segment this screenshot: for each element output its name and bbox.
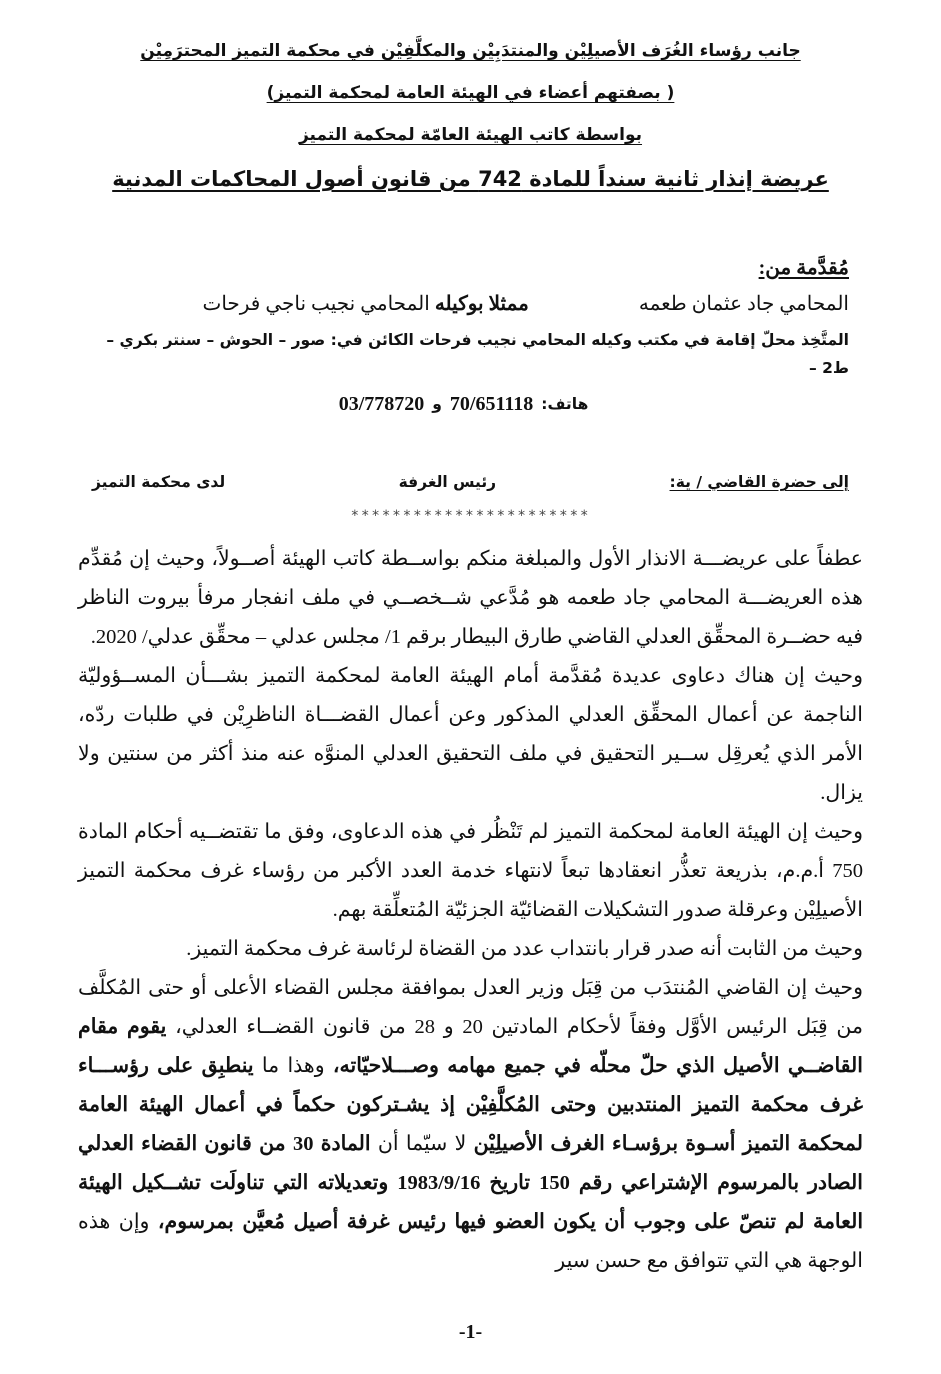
paragraph-3: وحيث إن الهيئة العامة لمحكمة التميز لم تَنْظُر في هذه الدعاوى، وفق ما تقتضــيه أحكام المادة 750 أ.م.م، بذريعة تعذُّر انعقادها تبعاً لانتهاء خدمة العدد الأكبر من رؤساء غرف محكمة التميز الأصيلِيْن وعرقلة صدور التشكيلات القضائيّة الجزئيّة المُتعلِّقة بهم. [78,821,863,921]
submitter-label: مُقدَّمة من: [758,257,849,279]
submitter-phones [78,390,863,418]
p5-bold-substitution: يقوم مقام القاضــي الأصيل الذي حلّ محلّه في جميع مهامه وصـــلاحيّاته، [78,1016,863,1077]
addressee-row [78,468,863,496]
document-title: عريضة إنذار ثانية سنداً للمادة 742 من قانون أصول المحاكمات المدنية [112,167,829,191]
address-row [78,326,863,382]
paragraph-1: عطفاً على عريضـــة الانذار الأول والمبلغة منكم بواســطة كاتب الهيئة أصــولاً، وحيث إن مُقدِّم هذه العريضـــة المحامي جاد طعمه هو مُدَّعي شــخصــي في ملف انفجار مرفأ بيروت الناظر فيه حضــرة المحقِّق العدلي القاضي طارق البيطار برقم 1/ مجلس عدلي – محقِّق عدلي/ 2020. [78,548,863,648]
separator-stars: *********************** [350,508,591,524]
submitter-label-row [78,254,863,282]
header-addressee-line: جانب رؤساء الغُرَف الأصيلِيْن والمنتدَبِيْن والمكلَّفِيْن في محكمة التميز المحترَمِيْن [140,41,801,61]
submitter-representative [202,290,528,318]
p5-especially: لا سيّما أن [377,1133,467,1155]
paragraph-4: وحيث من الثابت أنه صدر قرار بانتداب عدد من القضاة لرئاسة غرف محكمة التميز. [186,938,863,960]
paragraph-5 [78,969,863,1281]
paragraph-2: وحيث إن هناك دعاوى عديدة مُقدَّمة أمام الهيئة العامة لمحكمة التميز بشـــأن المســؤوليّة الناجمة عن أعمال المحقِّق العدلي المذكور وعن أعمال القضـــاة الناظرِيْن في طلبات ردّه، الأمر الذي يُعرقِل ســير التحقيق في ملف التحقيق العدلي المنوَّه عنه منذ أكثر من سنتين ولا يزال. [78,665,863,804]
phone-number-2: 03/778720 [338,393,425,415]
header-via-line: بواسطة كاتب الهيئة العامّة لمحكمة التميز [298,125,643,145]
body-text [78,540,863,1281]
phone-separator: و [432,395,442,413]
represented-by-name: المحامي نجيب ناجي فرحات [202,293,430,315]
submitter-address: المتَّخِذ محلّ إقامة في مكتب وكيله المحامي نجيب فرحات الكائن في: صور – الحوش – سنتر بكري – ط2 – [106,331,849,377]
p5-intro: وحيث إن القاضي المُنتدَب من قِبَل وزير العدل بموافقة مجلس القضاء الأعلى أو حتى المُكلَّف من قِبَل الرئيس الأوَّل وفقاً لأحكام المادتين 20 و 28 من قانون القضــاء العدلي، [78,977,864,1038]
represented-label: ممثلا بوكيله [434,293,529,315]
header-capacity-line: ( بصفتهم أعضاء في الهيئة العامة لمحكمة التميز) [266,83,675,103]
addressee-role: رئيس الغرفة [398,473,497,491]
p5-connector: وهذا ما [261,1055,325,1077]
phone-number-1: 70/651118 [449,393,534,415]
p5-bold-applies: ينطبِق على رؤســـاء غرف محكمة التميز المنتدبين وحتى المُكلَّفِيْن إذ يشـتركون حكماً في أعمال الهيئة العامة لمحكمة التميز أسـوة برؤسـاء الغرف الأصيلِيْن [78,1055,863,1155]
submitter-name: المحامي جاد عثمان طعمه [638,293,849,315]
p5-bold-article30: المادة 30 من قانون القضاء العدلي الصادر بالمرسوم الإشتراعي رقم 150 تاريخ 1983/9/16 وتعديلاته التي تناولَت تشــكيل الهيئة العامة لم تنصّ على وجوب أن يكون العضو فيها رئيس غرفة أصيل مُعيَّن بمرسوم، [78,1133,864,1233]
page-number: -1- [458,1321,483,1343]
p5-closing: وإن هذه الوجهة هي التي تتوافق مع حسن سير [78,1211,863,1272]
addressee-court: لدى محكمة التميز [92,473,226,491]
submitter-row [78,290,863,318]
addressee-label: إلى حضرة القاضي / ية: [669,473,849,491]
phone-label: هاتف: [541,395,589,413]
